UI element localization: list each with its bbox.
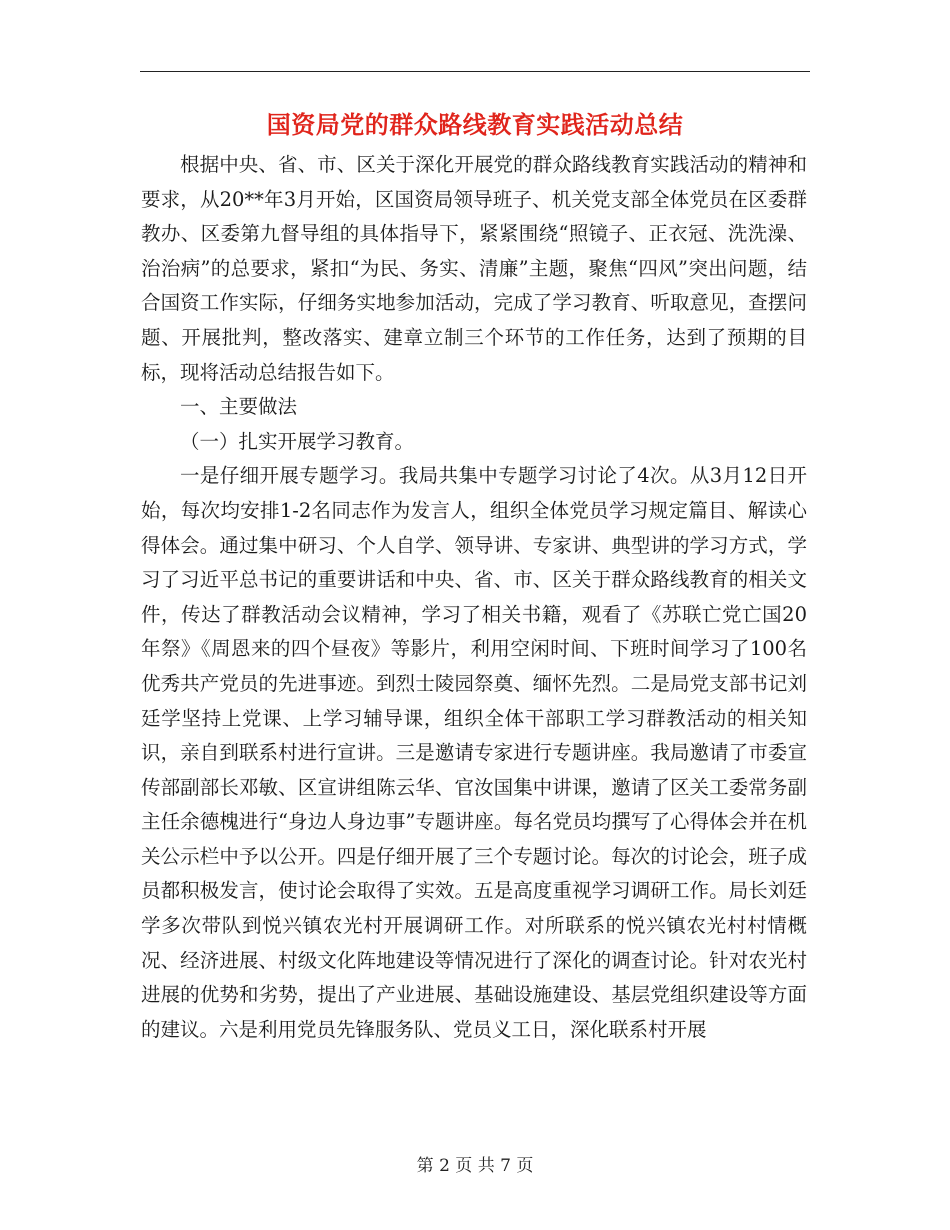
document-body xyxy=(141,148,807,1047)
document-title: 国资局党的群众路线教育实践活动总结 xyxy=(266,110,684,139)
paragraph-intro: 根据中央、省、市、区关于深化开展党的群众路线教育实践活动的精神和要求，从20**年3月开始，区国资局领导班子、机关党支部全体党员在区委群教办、区委第九督导组的具体指导下，紧紧围绕“照镜子、正衣冠、洗洗澡、治治病”的总要求，紧扣“为民、务实、清廉”主题，聚焦“四风”突出问题，结合国资工作实际，仔细务实地参加活动，完成了学习教育、听取意见，查摆问题、开展批判，整改落实、建章立制三个环节的工作任务，达到了预期的目标，现将活动总结报告如下。 xyxy=(141,153,807,384)
page-number: 第 2 页 共 7 页 xyxy=(416,1156,534,1176)
section-heading: 一、主要做法 xyxy=(180,395,298,419)
header-rule xyxy=(140,71,810,72)
subsection-heading: （一）扎实开展学习教育。 xyxy=(180,429,415,453)
paragraph-study: 一是仔细开展专题学习。我局共集中专题学习讨论了4次。从3月12日开始，每次均安排1-2名同志作为发言人，组织全体党员学习规定篇目、解读心得体会。通过集中研习、个人自学、领导讲、专家讲、典型讲的学习方式，学习了习近平总书记的重要讲话和中央、省、市、区关于群众路线教育的相关文件，传达了群教活动会议精神，学习了相关书籍，观看了《苏联亡党亡国20年祭》《周恩来的四个昼夜》等影片，利用空闲时间、下班时间学习了100名优秀共产党员的先进事迹。到烈士陵园祭奠、缅怀先烈。二是局党支部书记刘廷学坚持上党课、上学习辅导课，组织全体干部职工学习群教活动的相关知识，亲自到联系村进行宣讲。三是邀请专家进行专题讲座。我局邀请了市委宣传部副部长邓敏、区宣讲组陈云华、官汝国集中讲课，邀请了区关工委常务副主任余德槐进行“身边人身边事”专题讲座。每名党员均撰写了心得体会并在机关公示栏中予以公开。四是仔细开展了三个专题讨论。每次的讨论会，班子成员都积极发言，使讨论会取得了实效。五是高度重视学习调研工作。局长刘廷学多次带队到悦兴镇农光村开展调研工作。对所联系的悦兴镇农光村村情概况、经济进展、村级文化阵地建设等情况进行了深化的调查讨论。针对农光村进展的优势和劣势，提出了产业进展、基础设施建设、基层党组织建设等方面的建议。六是利用党员先锋服务队、党员义工日，深化联系村开展 xyxy=(141,464,807,1041)
